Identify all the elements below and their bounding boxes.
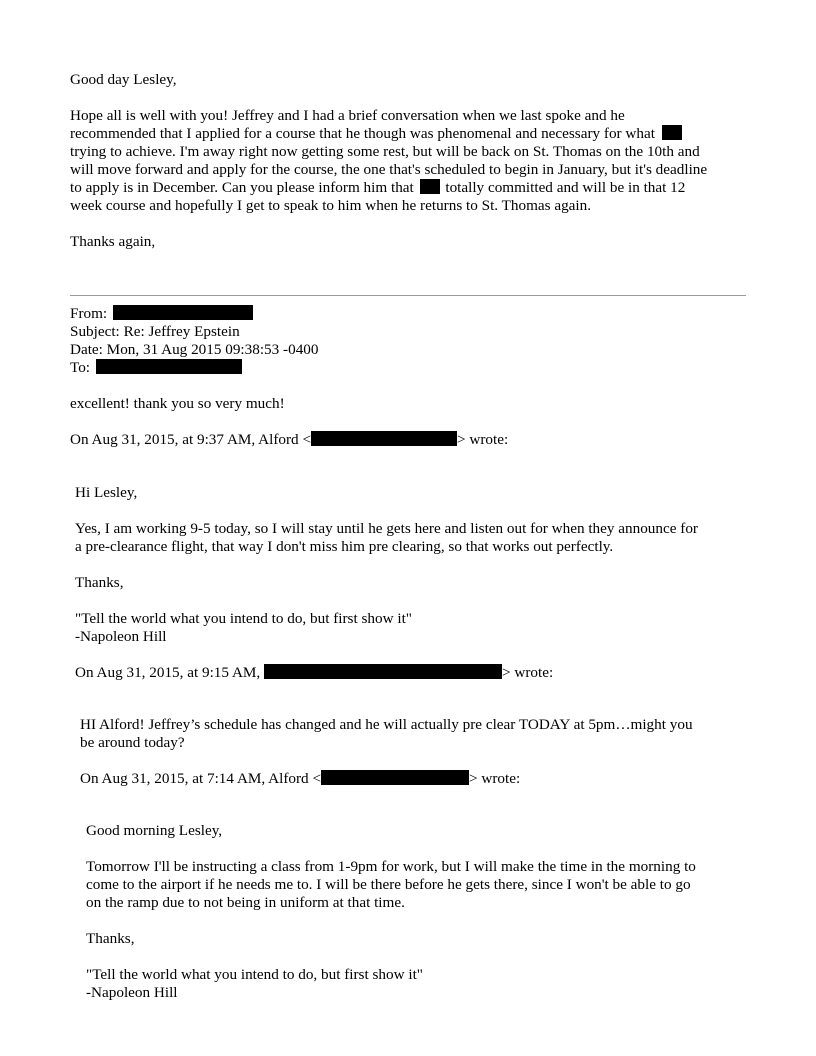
to-line [70,359,242,377]
quote2-attribution-prefix: On Aug 31, 2015, at 9:15 AM, [75,664,261,681]
quote1-attribution-suffix: > wrote: [457,431,509,448]
separator-rule [70,295,746,296]
quote1-attribution-prefix: On Aug 31, 2015, at 9:37 AM, Alford < [70,431,312,448]
quote1-body-line-2: a pre-clearance flight, that way I don't miss him pre clearing, so that works out perfectly. [75,538,614,555]
quote3-body-line-1: Tomorrow I'll be instructing a class from 1-9pm for work, but I will make the time in the morning to [86,858,696,875]
redaction-box [321,770,469,785]
reply-text: excellent! thank you so very much! [70,395,285,412]
quote3-greeting: Good morning Lesley, [86,822,223,839]
quote1-quote-text: "Tell the world what you intend to do, but first show it" [75,610,412,627]
quote1-attribution [70,431,508,449]
quote1-greeting: Hi Lesley, [75,484,138,501]
date-line: Date: Mon, 31 Aug 2015 09:38:53 -0400 [70,341,319,358]
quote1-quote-author: -Napoleon Hill [75,628,167,645]
body-line-2-text: recommended that I applied for a course that he though was phenomenal and necessary for what [70,125,655,142]
body-line-5-text-a: to apply is in December. Can you please inform him that [70,179,414,196]
body-line-1: Hope all is well with you! Jeffrey and I had a brief conversation when we last spoke and he [70,107,625,124]
greeting: Good day Lesley, [70,71,177,88]
quote2-body-line-2: be around today? [80,734,185,751]
quote3-quote-author: -Napoleon Hill [86,984,178,1001]
redaction-box [311,431,457,446]
quote1-body-line-1: Yes, I am working 9-5 today, so I will stay until he gets here and listen out for when they announce for [75,520,698,537]
quote1-thanks: Thanks, [75,574,124,591]
body-line-5 [70,179,685,197]
signoff: Thanks again, [70,233,156,250]
redaction-box [420,179,440,194]
redaction-box [662,125,682,140]
quote3-attribution-prefix: On Aug 31, 2015, at 7:14 AM, Alford < [80,770,322,787]
body-line-4: will move forward and apply for the course, the one that's scheduled to begin in January, but it's deadline [70,161,708,178]
quote3-quote-text: "Tell the world what you intend to do, but first show it" [86,966,423,983]
body-line-6: week course and hopefully I get to speak to him when he returns to St. Thomas again. [70,197,592,214]
body-line-2 [70,125,682,143]
from-line [70,305,253,323]
redaction-box [96,359,242,374]
quote3-attribution [80,770,520,788]
redaction-box [113,305,253,320]
quote3-body-line-3: on the ramp due to not being in uniform at that time. [86,894,405,911]
to-label: To: [70,359,91,376]
redaction-box [264,664,502,679]
quote3-attribution-suffix: > wrote: [469,770,521,787]
subject-line: Subject: Re: Jeffrey Epstein [70,323,240,340]
quote2-body-line-1: HI Alford! Jeffrey’s schedule has changed and he will actually pre clear TODAY at 5pm…might you [80,716,693,733]
quote2-attribution-suffix: > wrote: [502,664,554,681]
body-line-3: trying to achieve. I'm away right now getting some rest, but will be back on St. Thomas on the 10th and [70,143,700,160]
quote2-attribution [75,664,553,682]
quote3-body-line-2: come to the airport if he needs me to. I will be there before he gets there, since I won't be able to go [86,876,691,893]
quote3-thanks: Thanks, [86,930,135,947]
body-line-5-text-b: totally committed and will be in that 12 [445,179,686,196]
from-label: From: [70,305,108,322]
